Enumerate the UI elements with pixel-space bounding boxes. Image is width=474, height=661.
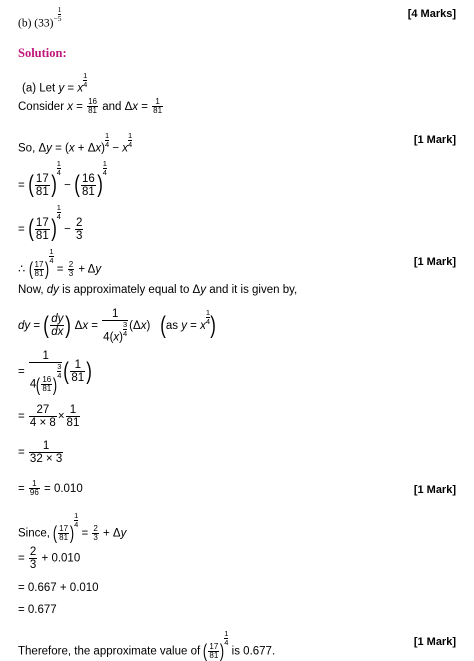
marks-badge: [1 Mark]	[413, 636, 456, 648]
step-line: = 0.667 + 0.010	[18, 582, 99, 594]
part-b-question: (b) (33)− $\frac{1}{5}$	[18, 5, 62, 30]
since-line: Since, ( $\frac{17}{81}$ ) $\frac{1}{4}$ = $\frac{2}{3}$ + Δy	[18, 511, 127, 544]
marks-badge: [1 Mark]	[413, 256, 456, 268]
step-line: = $\frac{27}{4 \times 8}$ × $\frac{1}{81}$	[18, 404, 80, 430]
conclusion-line: Therefore, the approximate value of ( $\frac{17}{81}$ ) $\frac{1}{4}$ is 0.677.	[18, 629, 276, 661]
marks-badge: [1 Mark]	[413, 134, 456, 146]
solution-heading: Solution:	[18, 46, 67, 60]
exponent-fraction: $\frac{1}{5}$	[57, 5, 62, 23]
delta-y-definition: So, Δy = (x + Δx) $\frac{1}{4}$ − x $\frac{1}{4}$	[18, 131, 133, 155]
marks-badge: [1 Mark]	[413, 484, 456, 496]
differential-line: dy = ( $\frac{dy}{dx}$ ) Δx = 1 4(x) $\frac{3}{4}$ (Δx) (as y = x $\frac{1}{4}$ )	[18, 308, 216, 344]
therefore-line: ∴ ( $\frac{17}{81}$ ) $\frac{1}{4}$ = $\frac{2}{3}$ + Δy	[18, 247, 102, 280]
marks-badge: [4 Marks]	[407, 8, 456, 20]
step-line: = $\frac{1}{32 \times 3}$	[18, 440, 63, 466]
step-line: = 0.677	[18, 604, 57, 616]
consider-statement: Consider x = $\frac{16}{81}$ and Δx = $\frac{1}{81}$	[18, 97, 163, 116]
step-line: = ( $\frac{17}{81}$ ) $\frac{1}{4}$ − $\frac{2}{3}$	[18, 203, 83, 243]
step-line: = $\frac{2}{3}$ + 0.010	[18, 546, 81, 572]
step-line: = ( $\frac{17}{81}$ ) $\frac{1}{4}$ − ( $\frac{16}{81}$ ) $\frac{1}{4}$	[18, 159, 107, 199]
step-line: = 1 4( $\frac{16}{81}$ ) $\frac{3}{4}$ ( $\frac{1}{81}$ )	[18, 350, 93, 395]
approx-statement: Now, dy is approximately equal to Δy and it is given by,	[18, 284, 298, 296]
step-line: = $\frac{1}{96}$ = 0.010	[18, 479, 83, 498]
let-statement: (a) Let y = x $\frac{1}{4}$	[22, 71, 88, 95]
